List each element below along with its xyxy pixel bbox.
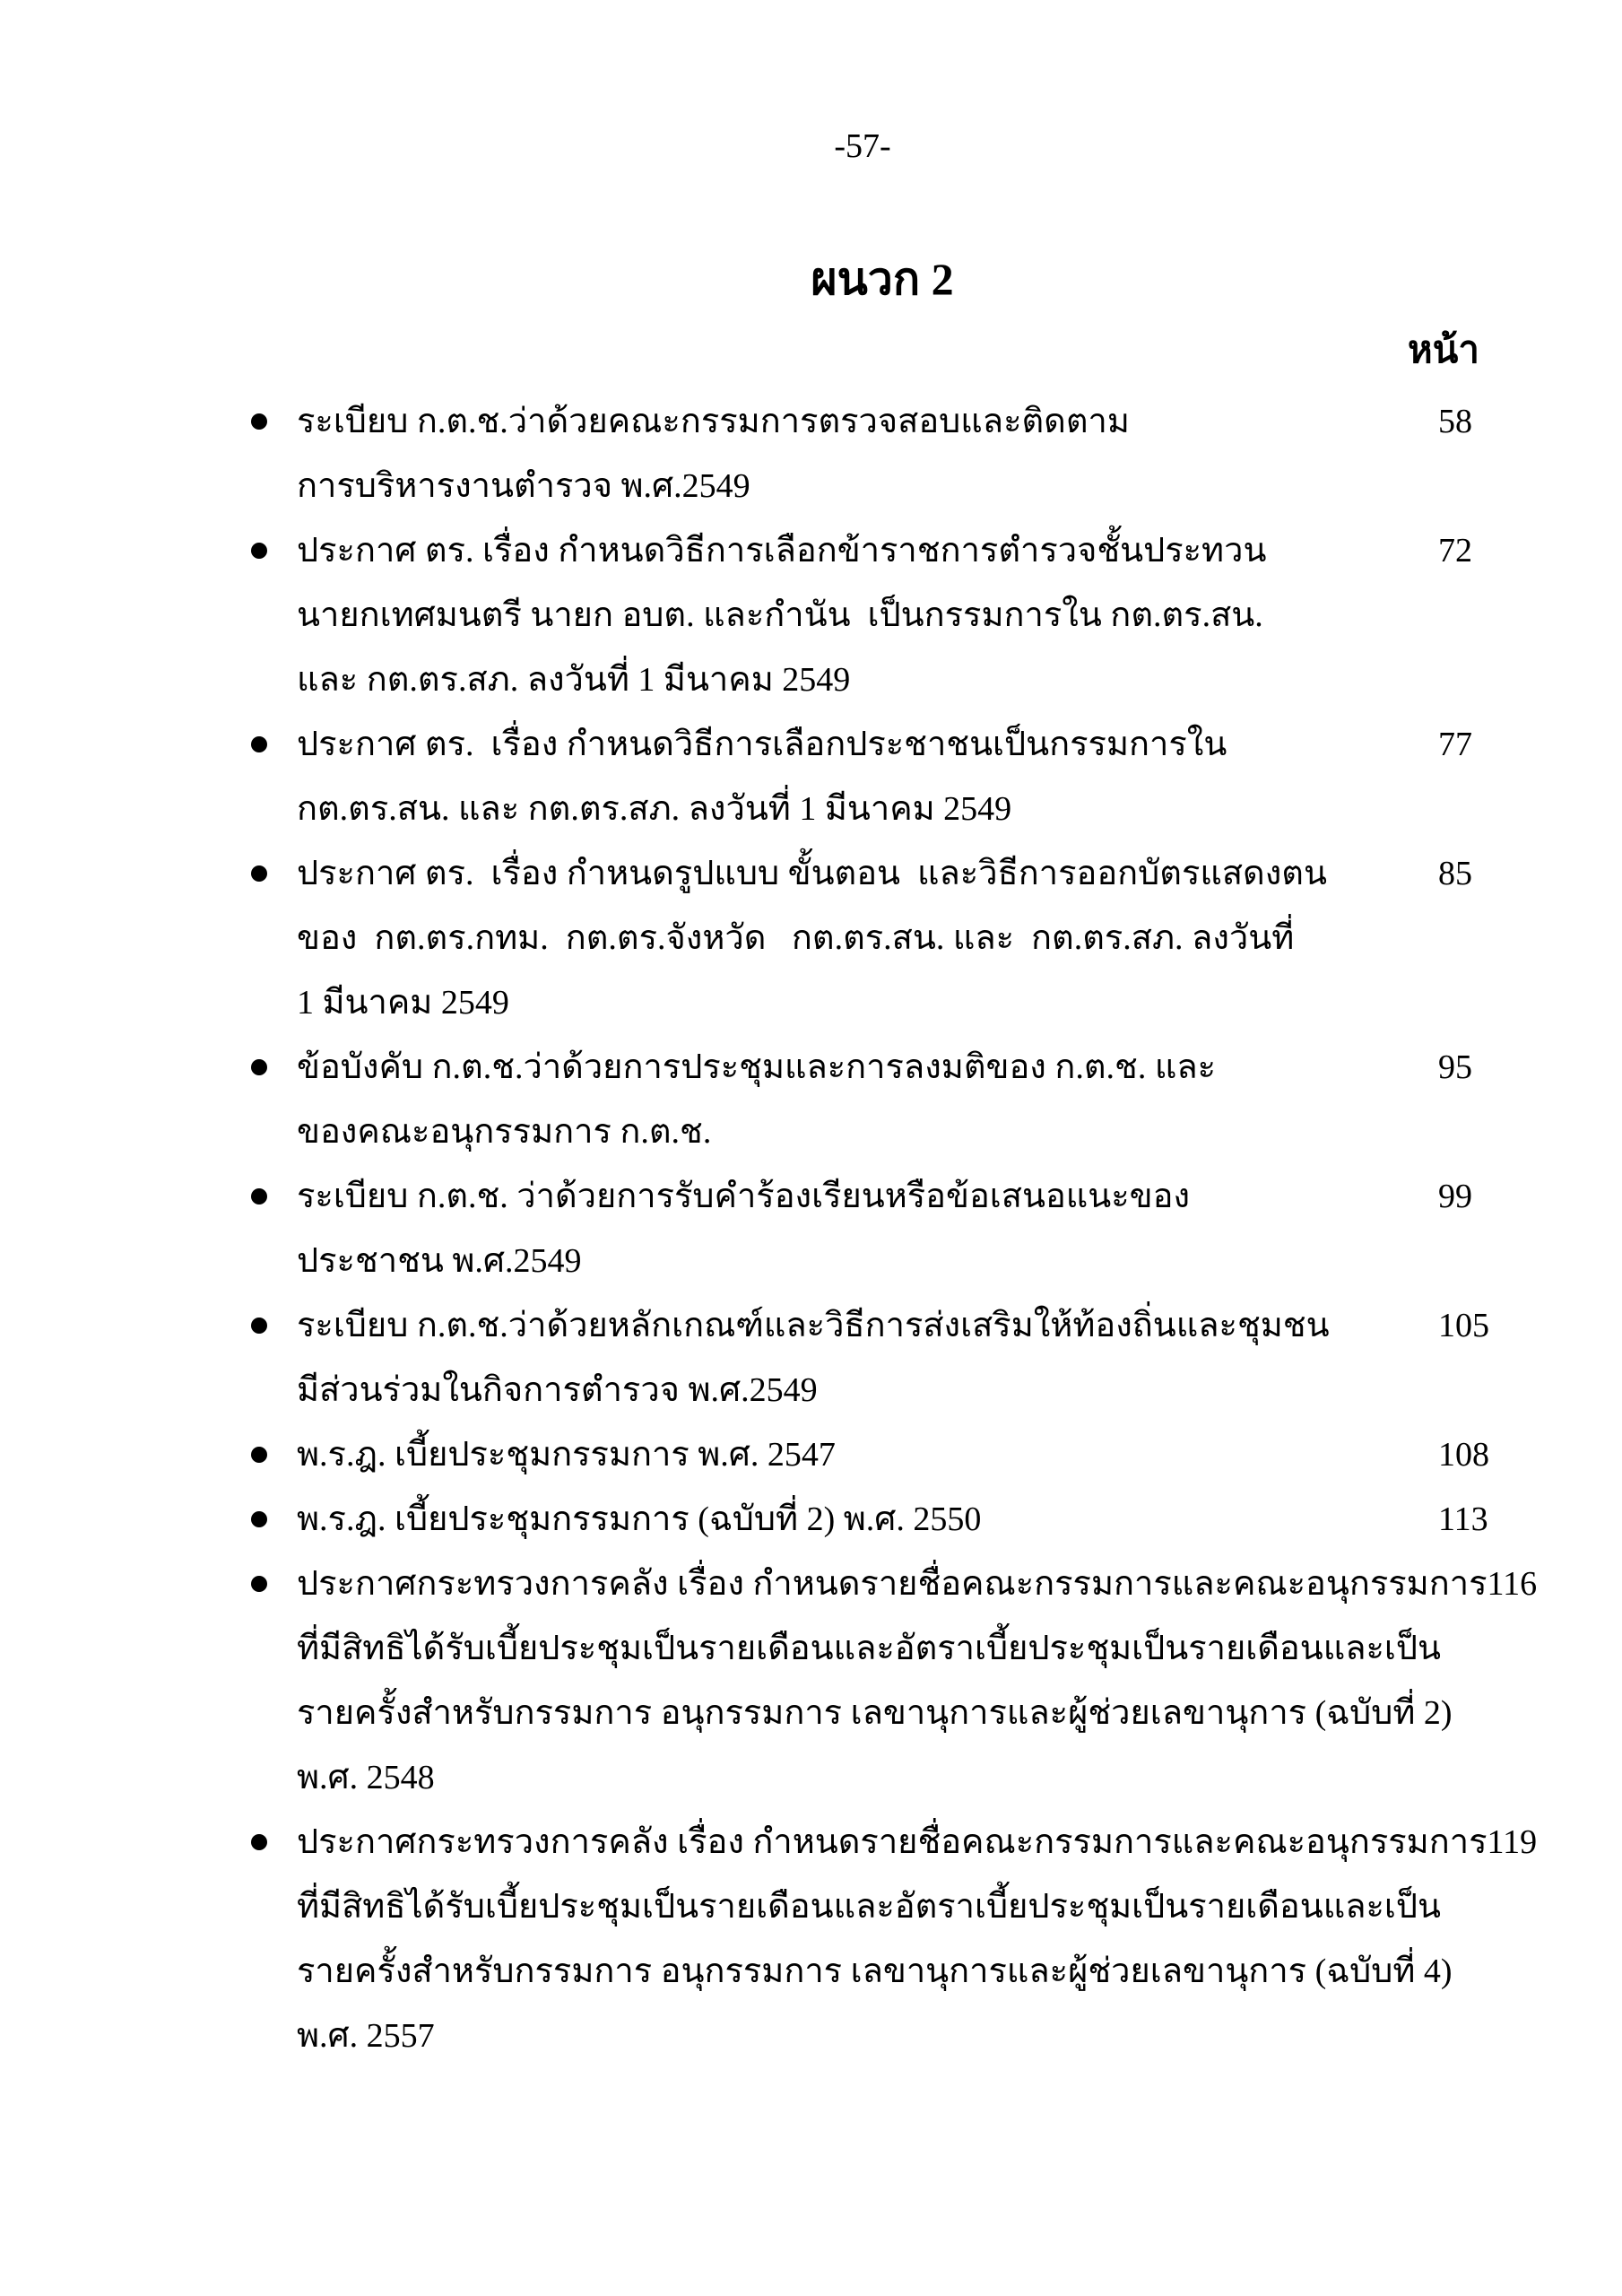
toc-line: ระเบียบ ก.ต.ช.ว่าด้วยหลักเกณฑ์และวิธีการส่งเสริมให้ท้องถิ่นและชุมชน (297, 1307, 1330, 1344)
toc-item-text (297, 1293, 1438, 1422)
bullet-column (251, 1035, 297, 1100)
toc-item (251, 1293, 1524, 1422)
toc-item (251, 712, 1524, 841)
bullet-column (251, 1293, 297, 1358)
bullet-column (251, 1487, 297, 1552)
toc-item (251, 1035, 1524, 1164)
toc-line: ระเบียบ ก.ต.ช.ว่าด้วยคณะกรรมการตรวจสอบและติดตาม (297, 403, 1130, 440)
bullet-column (251, 389, 297, 454)
toc-line: พ.ศ. 2557 (297, 2017, 435, 2055)
toc-item-page: 85 (1438, 855, 1472, 892)
toc-line: ของ กต.ตร.กทม. กต.ตร.จังหวัด กต.ตร.สน. และ กต.ตร.สภ. ลงวันที่ (297, 919, 1295, 957)
page-column-header: หน้า (1408, 330, 1479, 371)
bullet-column (251, 841, 297, 906)
toc-item-page: 119 (1487, 1823, 1538, 1861)
toc-item-text (297, 518, 1438, 712)
toc-line: พ.ศ. 2548 (297, 1759, 435, 1796)
toc-item-text (297, 389, 1438, 518)
toc-item-page: 116 (1487, 1565, 1538, 1603)
toc-item-page: 95 (1438, 1048, 1472, 1086)
toc-item-page: 77 (1438, 726, 1472, 763)
page-number-header: -57- (834, 127, 891, 165)
toc-item (251, 518, 1524, 712)
toc-line: ระเบียบ ก.ต.ช. ว่าด้วยการรับคำร้องเรียนหรือข้อเสนอแนะของ (297, 1178, 1191, 1215)
toc-line: พ.ร.ฎ. เบี้ยประชุมกรรมการ (ฉบับที่ 2) พ.ศ. 2550 (297, 1500, 982, 1538)
bullet-icon (251, 1834, 267, 1850)
toc-item-text (297, 1552, 1487, 1810)
toc-line: ที่มีสิทธิได้รับเบี้ยประชุมเป็นรายเดือนและอัตราเบี้ยประชุมเป็นรายเดือนและเป็น (297, 1630, 1442, 1667)
toc-item (251, 841, 1524, 1035)
bullet-icon (251, 1188, 267, 1205)
toc-line: ประชาชน พ.ศ.2549 (297, 1242, 582, 1280)
toc-line: ประกาศ ตร. เรื่อง กำหนดรูปแบบ ขั้นตอน และวิธีการออกบัตรแสดงตน (297, 855, 1327, 892)
bullet-icon (251, 1576, 267, 1592)
toc-item-page: 58 (1438, 403, 1472, 440)
toc-line: 1 มีนาคม 2549 (297, 984, 509, 1022)
toc-item-page: 99 (1438, 1178, 1472, 1215)
toc-item (251, 1422, 1524, 1487)
bullet-icon (251, 1059, 267, 1075)
bullet-icon (251, 736, 267, 752)
toc-line: ประกาศ ตร. เรื่อง กำหนดวิธีการเลือกประชาชนเป็นกรรมการใน (297, 726, 1227, 763)
bullet-icon (251, 1318, 267, 1334)
bullet-icon (251, 543, 267, 559)
bullet-icon (251, 1447, 267, 1463)
toc-item-text (297, 841, 1438, 1035)
toc-line: กต.ตร.สน. และ กต.ตร.สภ. ลงวันที่ 1 มีนาคม 2549 (297, 790, 1012, 828)
toc-line: ประกาศกระทรวงการคลัง เรื่อง กำหนดรายชื่อคณะกรรมการและคณะอนุกรรมการ (297, 1565, 1488, 1603)
toc-line: มีส่วนร่วมในกิจการตำรวจ พ.ศ.2549 (297, 1371, 818, 1409)
toc-item-page: 108 (1438, 1436, 1489, 1474)
toc-item-text (297, 1810, 1487, 2068)
toc-item-text (297, 1422, 1438, 1487)
toc-item (251, 389, 1524, 518)
bullet-column (251, 1810, 297, 1874)
toc-line: นายกเทศมนตรี นายก อบต. และกำนัน เป็นกรรมการใน กต.ตร.สน. (297, 596, 1263, 634)
bullet-icon (251, 865, 267, 882)
bullet-column (251, 1422, 297, 1487)
toc-line: ข้อบังคับ ก.ต.ช.ว่าด้วยการประชุมและการลงมติของ ก.ต.ช. และ (297, 1048, 1217, 1086)
toc-item-text (297, 1164, 1438, 1293)
toc-item (251, 1487, 1524, 1552)
toc-line: รายครั้งสำหรับกรรมการ อนุกรรมการ เลขานุการและผู้ช่วยเลขานุการ (ฉบับที่ 4) (297, 1952, 1453, 1990)
toc-list (251, 389, 1538, 2068)
toc-item-text (297, 1487, 1438, 1552)
bullet-icon (251, 1511, 267, 1527)
toc-item-page: 72 (1438, 532, 1472, 570)
toc-line: ของคณะอนุกรรมการ ก.ต.ช. (297, 1113, 712, 1151)
toc-item-text (297, 712, 1438, 841)
toc-line: ประกาศกระทรวงการคลัง เรื่อง กำหนดรายชื่อคณะกรรมการและคณะอนุกรรมการ (297, 1823, 1488, 1861)
bullet-column (251, 518, 297, 583)
toc-line: และ กต.ตร.สภ. ลงวันที่ 1 มีนาคม 2549 (297, 661, 851, 699)
toc-item-text (297, 1035, 1438, 1164)
bullet-column (251, 712, 297, 777)
toc-item (251, 1810, 1538, 2068)
bullet-column (251, 1164, 297, 1229)
toc-line: ที่มีสิทธิได้รับเบี้ยประชุมเป็นรายเดือนและอัตราเบี้ยประชุมเป็นรายเดือนและเป็น (297, 1888, 1442, 1926)
toc-line: พ.ร.ฎ. เบี้ยประชุมกรรมการ พ.ศ. 2547 (297, 1436, 836, 1474)
toc-item-page: 105 (1438, 1307, 1489, 1344)
toc-item-page: 113 (1438, 1500, 1488, 1538)
toc-line: รายครั้งสำหรับกรรมการ อนุกรรมการ เลขานุการและผู้ช่วยเลขานุการ (ฉบับที่ 2) (297, 1694, 1453, 1732)
toc-item (251, 1164, 1524, 1293)
bullet-column (251, 1552, 297, 1616)
toc-item (251, 1552, 1538, 1810)
bullet-icon (251, 413, 267, 430)
page-title: ผนวก 2 (811, 254, 954, 304)
toc-line: ประกาศ ตร. เรื่อง กำหนดวิธีการเลือกข้าราชการตำรวจชั้นประทวน (297, 532, 1267, 570)
toc-line: การบริหารงานตำรวจ พ.ศ.2549 (297, 467, 750, 505)
